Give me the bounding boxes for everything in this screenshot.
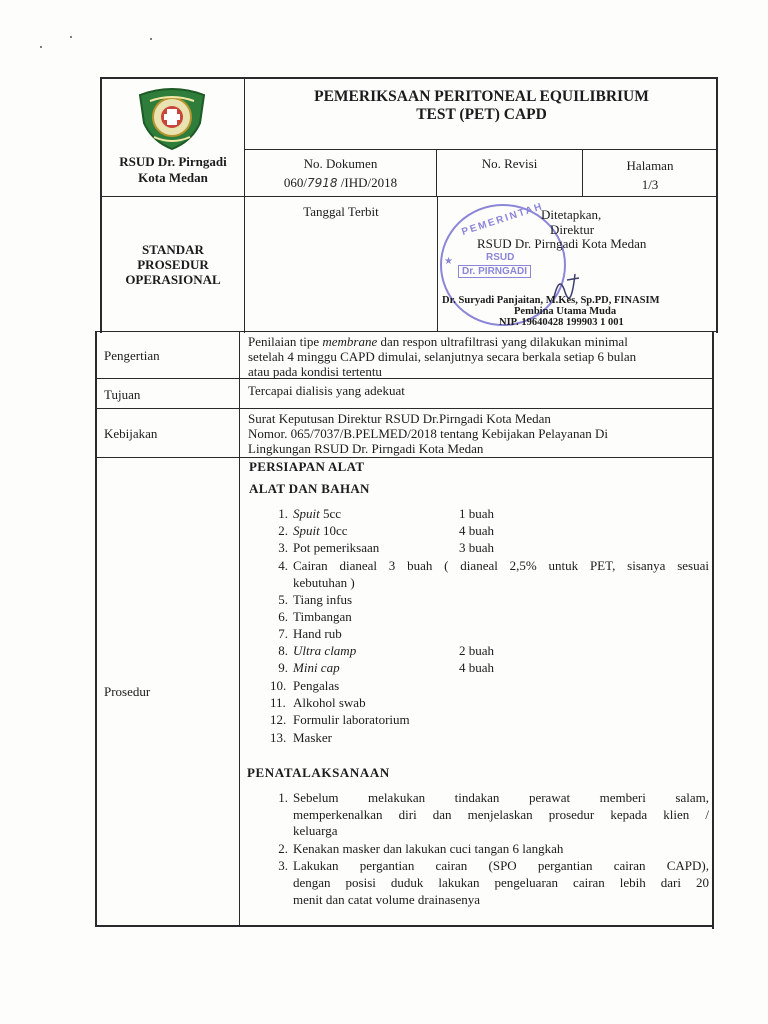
kebijakan-line3: Lingkungan RSUD Dr. Pirngadi Kota Medan (248, 441, 484, 456)
divider-kebijakan-bottom (96, 457, 714, 458)
item-text: Hand rub (293, 626, 342, 641)
issue-date-label: Tanggal Terbit (303, 204, 379, 219)
section-alat-dan-bahan: ALAT DAN BAHAN (249, 481, 370, 496)
sop-line1: STANDAR (142, 242, 204, 257)
scan-speck (40, 46, 42, 48)
item-number: 1. (278, 506, 288, 521)
item-number: 13. (270, 730, 287, 745)
kebijakan-line2: Nomor. 065/7037/B.PELMED/2018 tentang Kebijakan Pelayanan Di (248, 426, 608, 441)
table-border-top (101, 77, 718, 79)
section-penatalaksanaan: PENATALAKSANAAN (247, 765, 390, 780)
hospital-text: RSUD Dr. Pirngadi Kota Medan (477, 236, 647, 251)
step-text: memperkenalkan diri dan menjelaskan prosedur kepada klien / (293, 807, 709, 822)
stamp-text-mid2: Dr. PIRNGADI (458, 265, 531, 278)
item-number: 10. (270, 678, 287, 693)
item-qty: 2 buah (459, 643, 495, 658)
item-number: 12. (270, 712, 287, 727)
divider-doc-bottom (101, 196, 718, 197)
item-number: 6. (278, 609, 288, 624)
pengertian-line1: Penilaian tipe membrane dan respon ultrafiltrasi yang dilakukan minimal (248, 334, 628, 349)
signer-rank: Pembina Utama Muda (514, 306, 617, 317)
item-number: 11. (270, 695, 286, 710)
title-line1: PEMERIKSAAN PERITONEAL EQUILIBRIUM (314, 88, 649, 105)
sop-line2: PROSEDUR (137, 257, 209, 272)
step-text: Kenakan masker dan lakukan cuci tangan 6 langkah (293, 841, 564, 856)
institution-line2: Kota Medan (138, 170, 208, 185)
divider-sop-bottom (96, 331, 718, 332)
section-persiapan-alat: PERSIAPAN ALAT (249, 459, 365, 474)
doc-number-handwritten: 7918 (306, 176, 338, 190)
pengertian-label: Pengertian (104, 348, 160, 363)
item-text: Pengalas (293, 678, 340, 693)
item-text: Cairan dianeal 3 buah ( dianeal 2,5% untuk PET, sisanya sesuai (293, 558, 709, 573)
item-text: Masker (293, 730, 332, 745)
item-text: kebutuhan ) (293, 575, 355, 590)
sop-heading (102, 242, 244, 287)
signer-name: Dr. Suryadi Panjaitan, M.Kes, Sp.PD, FINASIM (442, 295, 660, 306)
item-text: Timbangan (293, 609, 352, 624)
item-qty: 1 buah (459, 506, 495, 521)
title-line2: TEST (PET) CAPD (416, 106, 547, 123)
table-border-left (100, 77, 102, 333)
established-text: Ditetapkan, (541, 207, 602, 222)
item-text: Pot pemeriksaan (293, 540, 380, 555)
item-qty: 4 buah (459, 660, 495, 675)
step-number: 1. (278, 790, 288, 805)
item-qty: 4 buah (459, 523, 495, 538)
item-text: Mini cap (293, 660, 340, 675)
item-number: 4. (278, 558, 288, 573)
step-text: Sebelum melakukan tindakan perawat memberi salam, (293, 790, 709, 805)
item-number: 5. (278, 592, 288, 607)
step-number: 2. (278, 841, 288, 856)
institution-line1: RSUD Dr. Pirngadi (119, 154, 227, 169)
scan-speck (150, 38, 152, 40)
item-text: Formulir laboratorium (293, 712, 410, 727)
doc-number-prefix: 060/ (283, 175, 307, 190)
step-text: Lakukan pergantian cairan (SPO pergantian cairan CAPD), (293, 858, 709, 873)
stamp-text-top: PEMERINTAH (460, 201, 545, 238)
stamp-star-icon: ★ (444, 256, 453, 267)
tujuan-label: Tujuan (104, 387, 141, 402)
document-title (245, 88, 718, 124)
scan-speck (70, 36, 72, 38)
item-qty: 3 buah (459, 540, 495, 555)
item-text: Tiang infus (293, 592, 353, 607)
item-text: Spuit 10cc (293, 523, 348, 538)
prosedur-label: Prosedur (104, 684, 151, 699)
item-number: 8. (278, 643, 288, 658)
doc-number-value (245, 175, 436, 191)
institution-name (102, 154, 244, 186)
page-value: 1/3 (641, 177, 659, 192)
director-text: Direktur (550, 222, 595, 237)
page-label: Halaman (626, 158, 674, 173)
stamp-text-mid1: RSUD (486, 252, 515, 263)
table-border-left-lower (95, 331, 97, 927)
kebijakan-line1: Surat Keputusan Direktur RSUD Dr.Pirngadi Kota Medan (248, 411, 551, 426)
tujuan-text: Tercapai dialisis yang adekuat (248, 383, 405, 398)
sop-line3: OPERASIONAL (125, 272, 221, 287)
pengertian-line3: atau pada kondisi tertentu (248, 364, 382, 379)
item-number: 3. (278, 540, 288, 555)
item-text: Spuit 5cc (293, 506, 342, 521)
doc-number-suffix: /IHD/2018 (337, 175, 398, 190)
item-number: 7. (278, 626, 288, 641)
step-text: keluarga (293, 823, 338, 838)
doc-number-label: No. Dokumen (303, 156, 378, 171)
step-number: 3. (278, 858, 288, 873)
item-text: Ultra clamp (293, 643, 357, 658)
divider-date-sign (437, 196, 438, 332)
divider-col1-lower (239, 331, 240, 927)
table-border-right-lower (712, 331, 714, 929)
table-border-bottom (95, 925, 714, 927)
step-text: dengan posisi duduk lakukan pengeluaran cairan lebih dari 20 (293, 875, 709, 890)
pengertian-text (248, 334, 710, 379)
item-number: 2. (278, 523, 288, 538)
item-text: Alkohol swab (293, 695, 366, 710)
divider-title-bottom (244, 149, 718, 150)
pengertian-line2: setelah 4 minggu CAPD dimulai, selanjutnya secara berkala setiap 6 bulan (248, 349, 637, 364)
kebijakan-text (248, 411, 712, 456)
kebijakan-label: Kebijakan (104, 426, 158, 441)
step-text: menit dan catat volume drainasenya (293, 892, 480, 907)
divider-tujuan-bottom (96, 408, 714, 409)
signer-nip: NIP. 19640428 199903 1 001 (499, 317, 624, 328)
hospital-logo (136, 85, 208, 151)
item-number: 9. (278, 660, 288, 675)
revision-label: No. Revisi (481, 156, 538, 171)
